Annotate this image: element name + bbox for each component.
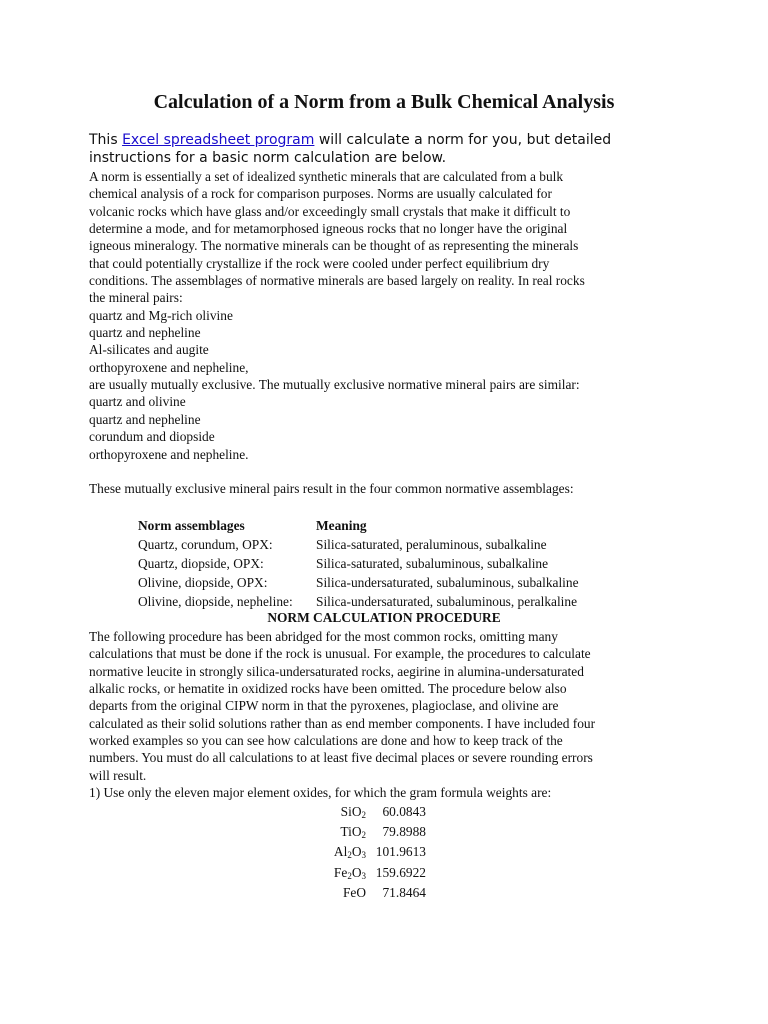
assemblage-cell: Quartz, corundum, OPX: xyxy=(138,537,273,552)
oxide-weight: 101.9613 xyxy=(375,844,426,860)
paragraph-line: alkalic rocks, or hematite in oxidized rocks have been omitted. The procedure below also xyxy=(89,681,567,697)
oxide-weight: 79.8988 xyxy=(382,824,426,840)
oxide-formula: $Fe_2O_3$ xyxy=(333,864,366,881)
paragraph-line: igneous mineralogy. The normative minerals can be thought of as representing the minerals xyxy=(89,238,579,254)
oxide-weight: 60.0843 xyxy=(382,804,426,819)
oxide-row xyxy=(320,883,426,903)
assemblage-cell: Olivine, diopside, nepheline: xyxy=(138,594,293,609)
page-title: Calculation of a Norm from a Bulk Chemical Analysis xyxy=(153,91,615,113)
oxide-row xyxy=(320,802,426,822)
assemblage-cell: Quartz, diopside, OPX: xyxy=(138,556,264,571)
meaning-cell: Silica-undersaturated, subaluminous, subalkaline xyxy=(316,575,579,590)
oxide-weights-table xyxy=(320,802,426,903)
oxide-formula: SiO$_2$ xyxy=(340,804,366,820)
meaning-cell: Silica-undersaturated, subaluminous, peralkaline xyxy=(316,594,578,609)
paragraph-line: numbers. You must do all calculations to at least five decimal places or severe rounding errors xyxy=(89,750,593,766)
intro-line-2: instructions for a basic norm calculation are below. xyxy=(89,150,447,166)
procedure-paragraph xyxy=(89,628,689,801)
oxide-row xyxy=(320,842,426,862)
step-1-line: 1) Use only the eleven major element oxides, for which the gram formula weights are: xyxy=(89,785,552,801)
mineral-pair: quartz and nepheline xyxy=(89,325,201,341)
oxide-formula: TiO$_2$ xyxy=(340,824,366,841)
paragraph-line: volcanic rocks which have glass and/or exceedingly small crystals that make it difficult to xyxy=(89,203,571,219)
intro-prefix: This xyxy=(89,132,123,148)
paragraph-line: determine a mode, and for metamorphosed igneous rocks that no longer have the original xyxy=(89,221,568,237)
paragraph-line: are usually mutually exclusive. The mutually exclusive normative mineral pairs are similar: xyxy=(89,377,580,393)
paragraph-line: the mineral pairs: xyxy=(89,290,183,306)
oxide-formula: FeO xyxy=(342,884,366,900)
table-row xyxy=(138,573,579,592)
table-row xyxy=(138,535,579,554)
mineral-pair: quartz and nepheline xyxy=(89,411,201,427)
paragraph-line: The following procedure has been abridged for the most common rocks, omitting many xyxy=(89,629,558,644)
meaning-cell: Silica-saturated, peraluminous, subalkaline xyxy=(316,537,547,552)
assemblage-cell: Olivine, diopside, OPX: xyxy=(138,575,268,590)
oxide-row xyxy=(320,863,426,883)
paragraph-line: chemical analysis of a rock for comparison purposes. Norms are usually calculated for xyxy=(89,186,552,202)
excel-spreadsheet-link[interactable]: Excel spreadsheet program xyxy=(122,132,315,148)
mineral-pair: Al-silicates and augite xyxy=(89,342,209,358)
norm-definition-paragraph xyxy=(89,168,689,463)
meaning-cell: Silica-saturated, subaluminous, subalkaline xyxy=(316,556,549,571)
paragraph-line: calculated as their solid solutions rather than as end member components. I have included four xyxy=(89,715,596,731)
oxide-row xyxy=(320,822,426,842)
paragraph-line: calculations that must be done if the rock is unusual. For example, the procedures to calculate xyxy=(89,646,591,662)
table-row xyxy=(138,554,579,573)
paragraph-line: will result. xyxy=(89,767,147,783)
assemblage-intro-sentence: These mutually exclusive mineral pairs result in the four common normative assemblages: xyxy=(89,481,574,496)
oxide-formula: $Al_2O_3$ xyxy=(333,844,366,861)
column-header-assemblages: Norm assemblages xyxy=(138,518,245,533)
paragraph-line: A norm is essentially a set of idealized synthetic minerals that are calculated from a bulk xyxy=(89,169,564,184)
mineral-pair: quartz and Mg-rich olivine xyxy=(89,307,233,323)
table-header-row xyxy=(138,516,579,535)
paragraph-line: conditions. The assemblages of normative minerals are based largely on reality. In real rocks xyxy=(89,273,585,289)
column-header-meaning: Meaning xyxy=(316,518,367,533)
mineral-pair: quartz and olivine xyxy=(89,394,186,410)
paragraph-line: worked examples so you can see how calculations are done and how to keep track of the xyxy=(89,733,563,749)
paragraph-line: that could potentially crystallize if the rock were cooled under perfect equilibrium dry xyxy=(89,255,550,271)
mineral-pair: orthopyroxene and nepheline, xyxy=(89,359,249,375)
mineral-pair: orthopyroxene and nepheline. xyxy=(89,446,249,462)
procedure-heading: NORM CALCULATION PROCEDURE xyxy=(267,610,501,625)
oxide-weight: 159.6922 xyxy=(375,864,426,880)
intro-text xyxy=(89,131,729,167)
norm-assemblages-table xyxy=(138,516,579,611)
paragraph-line: normative leucite in strongly silica-undersaturated rocks, aegirine in alumina-undersaturated xyxy=(89,663,584,679)
intro-suffix: will calculate a norm for you, but detailed xyxy=(314,132,612,148)
oxide-weight: 71.8464 xyxy=(382,884,426,900)
mineral-pair: corundum and diopside xyxy=(89,429,215,445)
paragraph-line: departs from the original CIPW norm in that the pyroxenes, plagioclase, and olivine are xyxy=(89,698,559,714)
